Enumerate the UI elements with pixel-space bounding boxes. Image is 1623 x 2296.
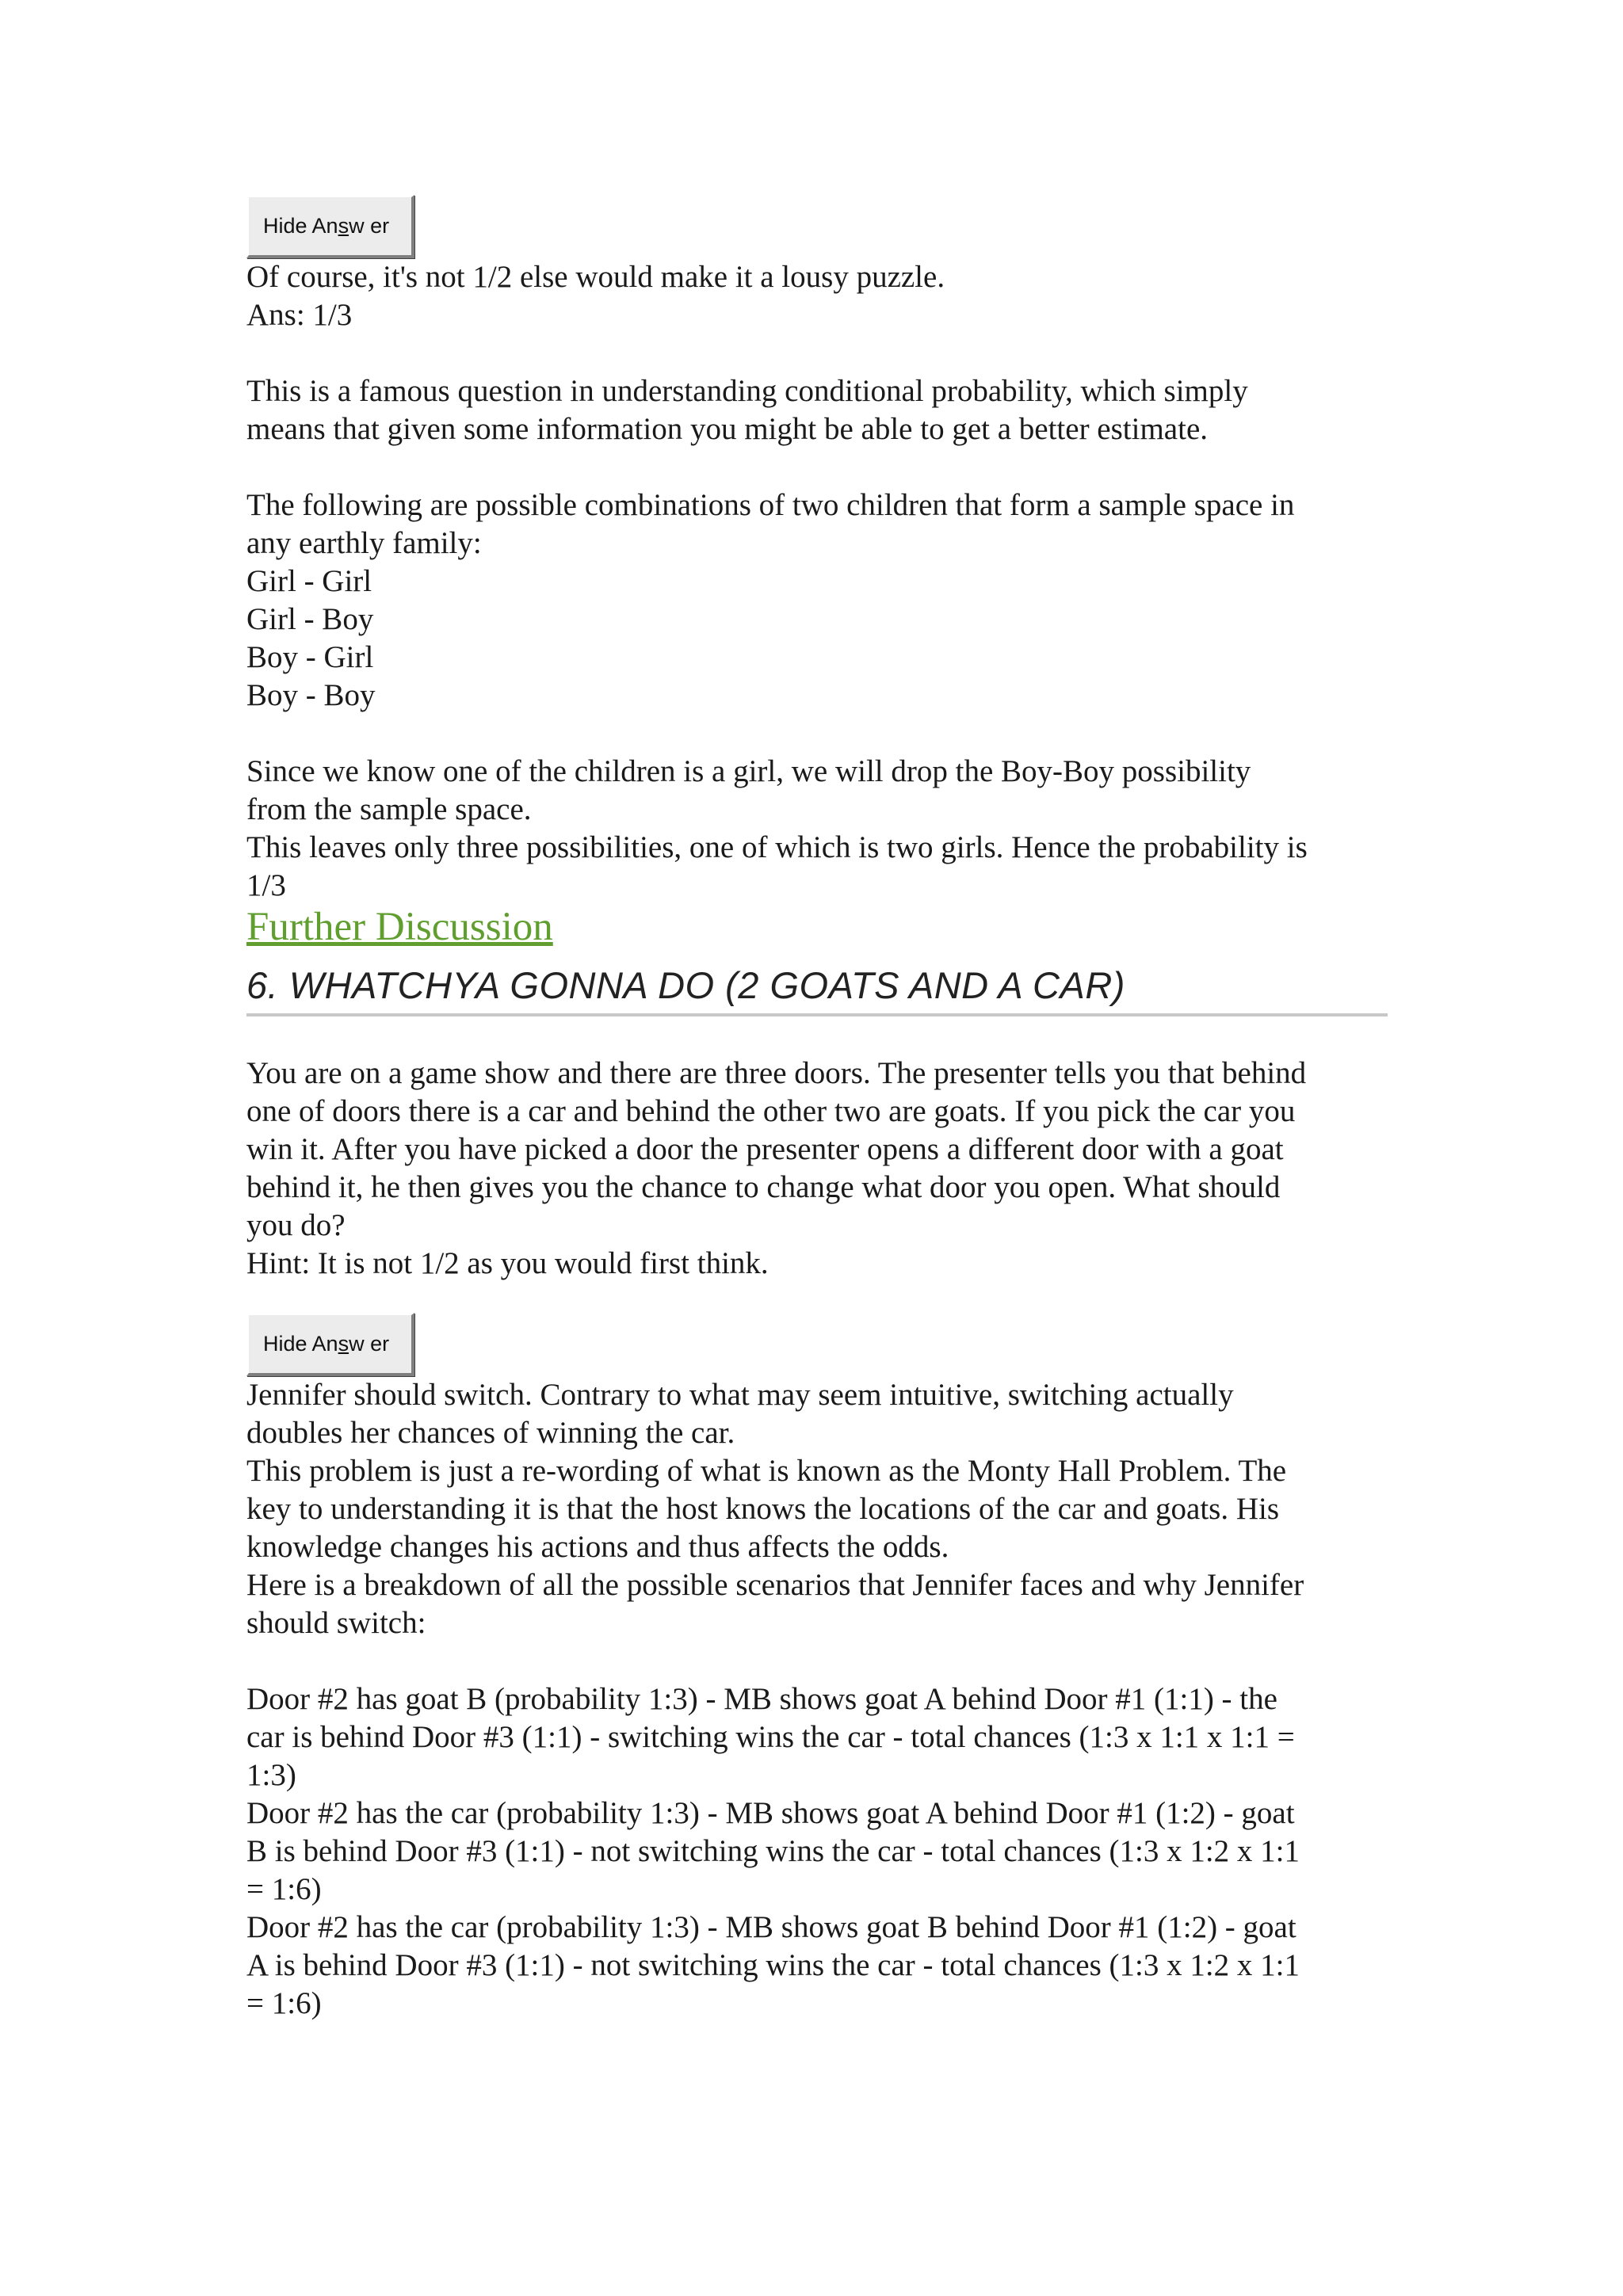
document-page [246, 195, 1388, 2023]
combination-item: Boy - Boy [246, 678, 376, 712]
scenario-line: car is behind Door #3 (1:1) - switching wins the car - total chances (1:3 x 1:1 x 1:1 = [246, 1720, 1295, 1754]
further-discussion-link[interactable]: Further Discussion [246, 905, 553, 949]
answer-line: This problem is just a re-wording of what is known as the Monty Hall Problem. The [246, 1454, 1287, 1488]
hide-answer-label-pre: Hide An [263, 214, 338, 238]
scenario-line: Door #2 has goat B (probability 1:3) - MB shows goat A behind Door #1 (1:1) - the [246, 1682, 1277, 1716]
answer-line: This is a famous question in understanding conditional probability, which simply [246, 374, 1248, 408]
hide-answer-button[interactable] [246, 1313, 414, 1376]
answer-line: doubles her chances of winning the car. [246, 1416, 735, 1450]
answer-line: This leaves only three possibilities, one of which is two girls. Hence the probability is [246, 830, 1308, 864]
answer-line: key to understanding it is that the host knows the locations of the car and goats. His [246, 1492, 1280, 1526]
combination-item: Girl - Boy [246, 602, 374, 636]
combination-item: Girl - Girl [246, 564, 372, 598]
hide-answer-label-post: w er [349, 214, 390, 238]
question-line: You are on a game show and there are three doors. The presenter tells you that behind [246, 1056, 1307, 1090]
answer-line: knowledge changes his actions and thus affects the odds. [246, 1530, 949, 1564]
answer-line: from the sample space. [246, 792, 532, 826]
answer-line: Since we know one of the children is a girl, we will drop the Boy-Boy possibility [246, 754, 1251, 788]
question-line: you do? [246, 1208, 346, 1242]
scenario-line: 1:3) [246, 1758, 296, 1792]
hide-answer-button[interactable] [246, 195, 414, 258]
answer-line: should switch: [246, 1606, 426, 1640]
answer-line: Here is a breakdown of all the possible scenarios that Jennifer faces and why Jennifer [246, 1568, 1304, 1602]
hide-answer-label-accesskey: s [338, 1332, 349, 1356]
answer-text [246, 258, 1388, 905]
scenario-line: = 1:6) [246, 1986, 322, 2020]
answer-line: Jennifer should switch. Contrary to what may seem intuitive, switching actually [246, 1378, 1234, 1412]
answer-text [246, 1376, 1388, 2023]
section-heading: 6. WHATCHYA GONNA DO (2 GOATS AND A CAR) [246, 963, 1388, 1016]
question-line: behind it, he then gives you the chance to change what door you open. What should [246, 1170, 1281, 1204]
answer-line: Of course, it's not 1/2 else would make it a lousy puzzle. [246, 260, 945, 294]
question-text [246, 1055, 1388, 1313]
scenario-line: B is behind Door #3 (1:1) - not switching wins the car - total chances (1:3 x 1:2 x 1:1 [246, 1834, 1300, 1868]
answer-line: Ans: 1/3 [246, 298, 353, 332]
hide-answer-label-pre: Hide An [263, 1332, 338, 1356]
scenario-line: Door #2 has the car (probability 1:3) - MB shows goat A behind Door #1 (1:2) - goat [246, 1796, 1295, 1830]
question-line: win it. After you have picked a door the presenter opens a different door with a goat [246, 1132, 1284, 1166]
answer-line: 1/3 [246, 868, 286, 902]
scenario-line: = 1:6) [246, 1872, 322, 1906]
combination-item: Boy - Girl [246, 640, 374, 674]
answer-line: means that given some information you might be able to get a better estimate. [246, 412, 1208, 446]
hint-line: Hint: It is not 1/2 as you would first think. [246, 1246, 769, 1280]
answer-line: any earthly family: [246, 526, 482, 560]
question-line: one of doors there is a car and behind the other two are goats. If you pick the car you [246, 1094, 1296, 1128]
scenario-line: Door #2 has the car (probability 1:3) - MB shows goat B behind Door #1 (1:2) - goat [246, 1910, 1296, 1944]
hide-answer-label-post: w er [349, 1332, 390, 1356]
hide-answer-label-accesskey: s [338, 214, 349, 238]
scenario-line: A is behind Door #3 (1:1) - not switching wins the car - total chances (1:3 x 1:2 x 1:1 [246, 1948, 1300, 1982]
answer-line: The following are possible combinations of two children that form a sample space in [246, 488, 1295, 522]
